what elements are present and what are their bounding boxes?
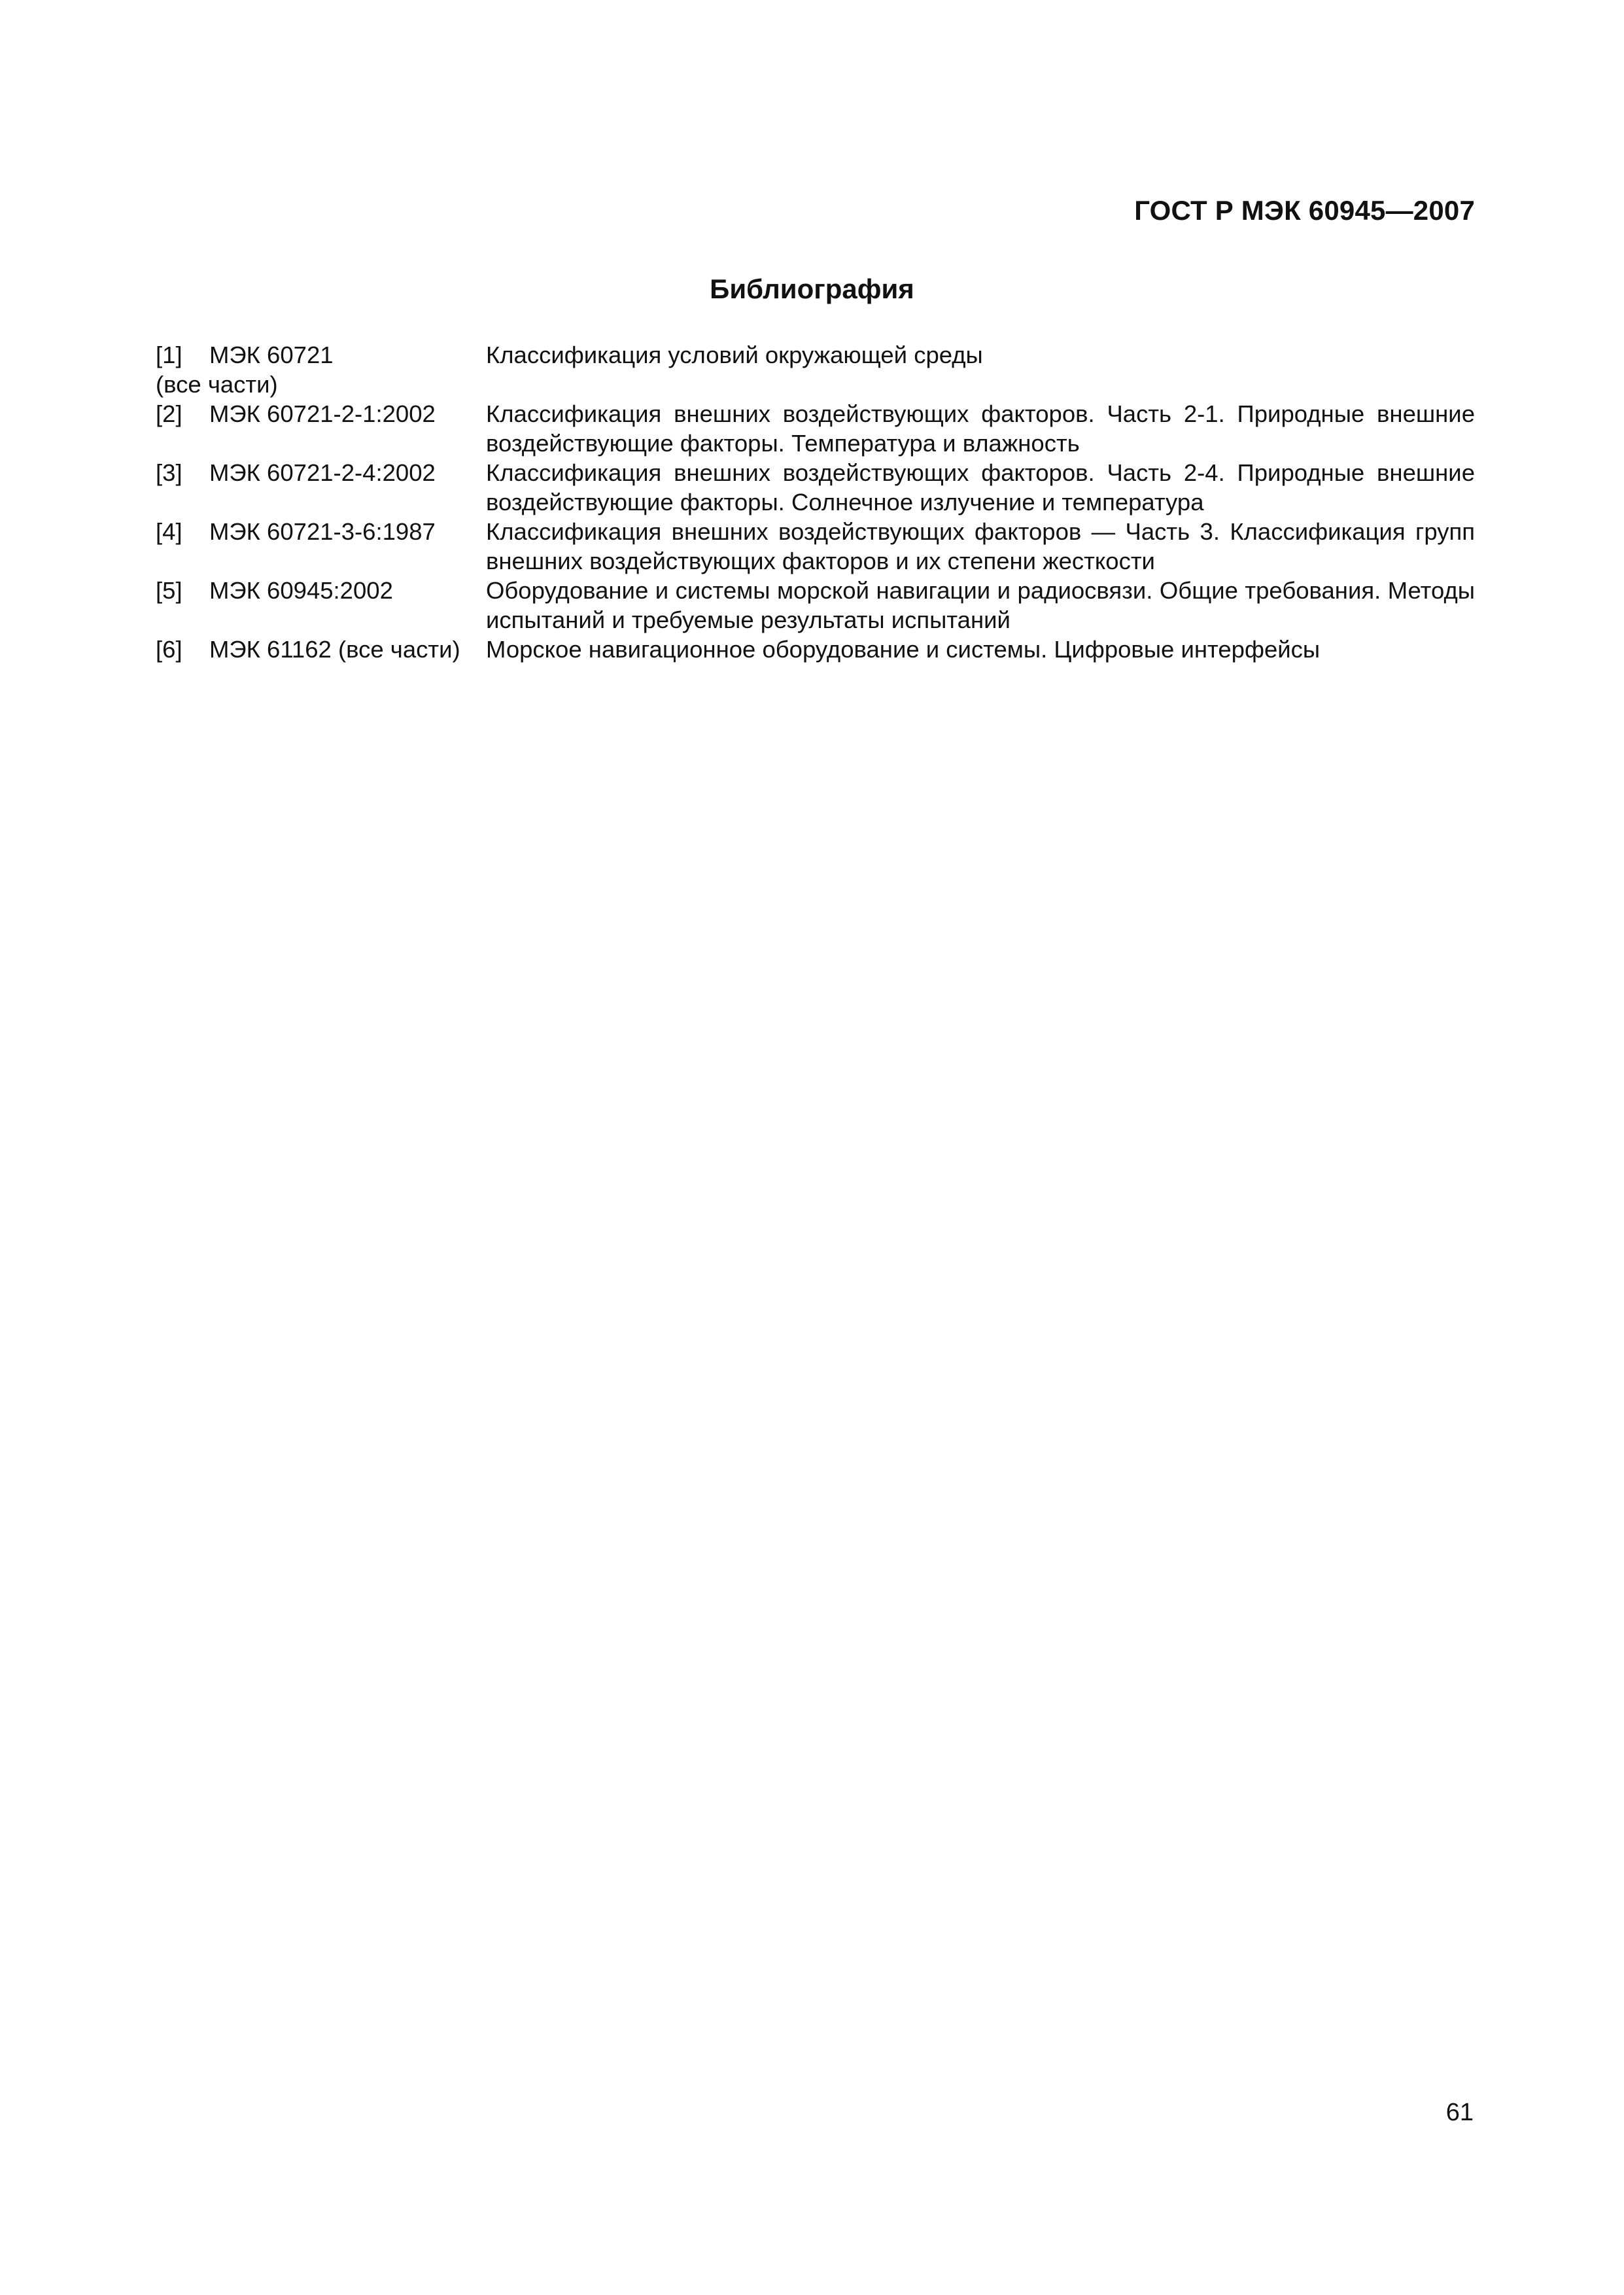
bibliography-item-3	[156, 458, 1475, 517]
reference-number: [1]	[156, 342, 182, 368]
bibliography-item-5	[156, 576, 1475, 635]
standard-title: Оборудование и системы морской навигации и радиосвязи. Общие требования. Методы испытаний и требуемые результаты испытаний	[486, 577, 1475, 633]
reference-column	[156, 340, 486, 399]
reference-number: [5]	[156, 577, 182, 604]
reference-column	[156, 517, 486, 546]
standard-code: МЭК 60945:2002	[209, 577, 393, 604]
standard-code-note: (все части)	[156, 371, 278, 398]
reference-number: [3]	[156, 459, 182, 486]
reference-column	[156, 576, 486, 605]
standard-code: МЭК 60721-2-4:2002	[209, 459, 436, 486]
bibliography-item-1	[156, 340, 1475, 399]
page-number: 61	[1445, 2099, 1474, 2126]
bibliography-item-2	[156, 399, 1475, 458]
reference-column	[156, 635, 486, 664]
bibliography-item-6	[156, 635, 1475, 664]
reference-number: [4]	[156, 518, 182, 545]
bibliography-item-4	[156, 517, 1475, 576]
reference-column	[156, 458, 486, 487]
reference-number: [6]	[156, 636, 182, 663]
standard-code: МЭК 60721-3-6:1987	[209, 518, 436, 545]
standard-title: Классификация внешних воздействующих факторов. Часть 2-1. Природные внешние воздействующие факторы. Температура и влажность	[486, 400, 1475, 457]
standard-title: Морское навигационное оборудование и системы. Цифровые интерфейсы	[486, 636, 1321, 663]
standard-title: Классификация внешних воздействующих факторов — Часть 3. Классификация групп внешних воздействующих факторов и их степени жесткости	[486, 518, 1475, 574]
standard-code: МЭК 60721-2-1:2002	[209, 400, 436, 427]
bibliography-list	[156, 340, 1475, 664]
standard-code: МЭК 61162 (все части)	[209, 636, 460, 663]
standard-title: Классификация условий окружающей среды	[486, 342, 983, 368]
standard-title: Классификация внешних воздействующих факторов. Часть 2-4. Природные внешние воздействующие факторы. Солнечное излучение и температура	[486, 459, 1475, 516]
reference-column	[156, 399, 486, 429]
reference-number: [2]	[156, 400, 182, 427]
bibliography-title: Библиография	[710, 273, 914, 304]
document-code: ГОСТ Р МЭК 60945—2007	[1134, 195, 1475, 226]
standard-code: МЭК 60721	[209, 342, 334, 368]
